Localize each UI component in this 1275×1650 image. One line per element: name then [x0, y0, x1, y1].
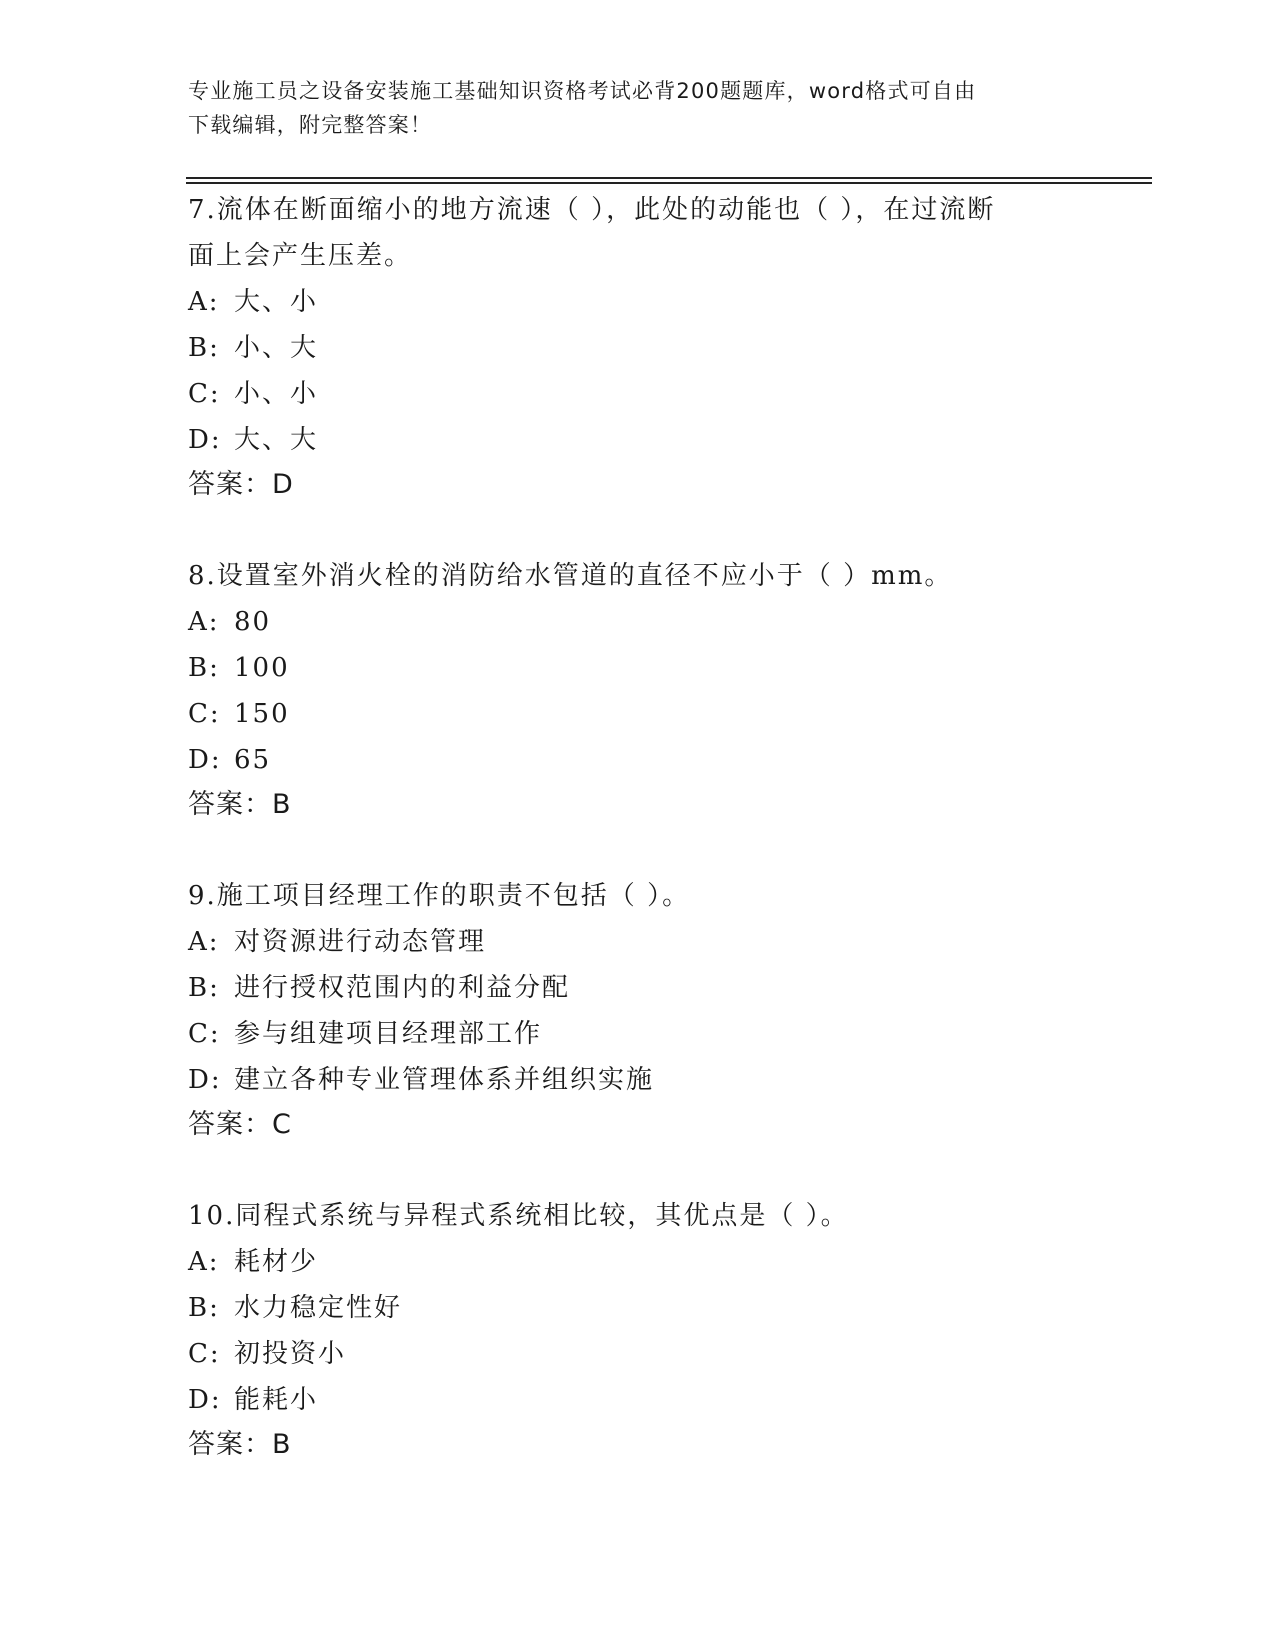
header-line-1: 专业施工员之设备安装施工基础知识资格考试必背200题题库，word格式可自由 [188, 79, 977, 103]
question-10 [188, 1193, 1068, 1467]
question-stem-line: 8.设置室外消火栓的消防给水管道的直径不应小于（ ）mm。 [188, 561, 953, 591]
option-b [188, 645, 1068, 691]
answer-line: 答案：B [188, 789, 292, 820]
option-text: 小、小 [234, 379, 319, 409]
option-text: 建立各种专业管理体系并组织实施 [234, 1065, 655, 1095]
option-d [188, 1377, 1068, 1423]
question-stem-line: 10.同程式系统与异程式系统相比较，其优点是（ ）。 [188, 1201, 849, 1231]
option-b [188, 1285, 1068, 1331]
option-text: 参与组建项目经理部工作 [234, 1019, 543, 1049]
option-c [188, 371, 1068, 417]
option-letter: B: [188, 973, 220, 1003]
option-letter: C: [188, 379, 221, 409]
option-text: 能耗小 [234, 1385, 319, 1415]
answer-line: 答案：C [188, 1109, 292, 1140]
option-b [188, 325, 1068, 371]
question-stem-line: 面上会产生压差。 [188, 241, 413, 271]
option-text: 水力稳定性好 [234, 1293, 403, 1323]
question-8 [188, 553, 1068, 827]
question-stem-line: 7.流体在断面缩小的地方流速（ ），此处的动能也（ ），在过流断 [188, 195, 996, 225]
option-b [188, 965, 1068, 1011]
question-9 [188, 873, 1068, 1147]
option-letter: D: [188, 1385, 222, 1415]
option-text: 80 [234, 607, 272, 637]
option-letter: D: [188, 745, 222, 775]
option-a [188, 279, 1068, 325]
option-text: 对资源进行动态管理 [234, 927, 487, 957]
question-7 [188, 187, 1068, 507]
option-c [188, 1011, 1068, 1057]
option-a [188, 599, 1068, 645]
option-d [188, 737, 1068, 783]
option-letter: A: [188, 1247, 220, 1277]
header-line-2: 下载编辑，附完整答案！ [188, 113, 433, 137]
option-letter: A: [188, 607, 220, 637]
option-d [188, 1057, 1068, 1103]
option-text: 大、小 [234, 287, 319, 317]
answer-line: 答案：B [188, 1429, 292, 1460]
option-letter: C: [188, 1339, 221, 1369]
option-a [188, 919, 1068, 965]
option-d [188, 417, 1068, 463]
option-letter: A: [188, 287, 220, 317]
option-letter: A: [188, 927, 220, 957]
option-text: 小、大 [234, 333, 319, 363]
option-letter: B: [188, 1293, 220, 1323]
option-text: 进行授权范围内的利益分配 [234, 973, 571, 1003]
option-c [188, 691, 1068, 737]
option-a [188, 1239, 1068, 1285]
option-letter: B: [188, 333, 220, 363]
option-text: 初投资小 [234, 1339, 347, 1369]
option-text: 大、大 [234, 425, 319, 455]
option-letter: C: [188, 699, 221, 729]
option-letter: C: [188, 1019, 221, 1049]
header-divider-top [186, 177, 1152, 179]
document-header [188, 74, 1088, 142]
option-c [188, 1331, 1068, 1377]
question-stem-line: 9.施工项目经理工作的职责不包括（ ）。 [188, 881, 691, 911]
option-text: 100 [234, 653, 290, 683]
option-text: 耗材少 [234, 1247, 319, 1277]
option-text: 65 [234, 745, 272, 775]
option-letter: D: [188, 1065, 222, 1095]
answer-line: 答案：D [188, 469, 294, 500]
header-divider-bottom [186, 182, 1152, 184]
option-letter: B: [188, 653, 220, 683]
option-text: 150 [234, 699, 290, 729]
option-letter: D: [188, 425, 222, 455]
